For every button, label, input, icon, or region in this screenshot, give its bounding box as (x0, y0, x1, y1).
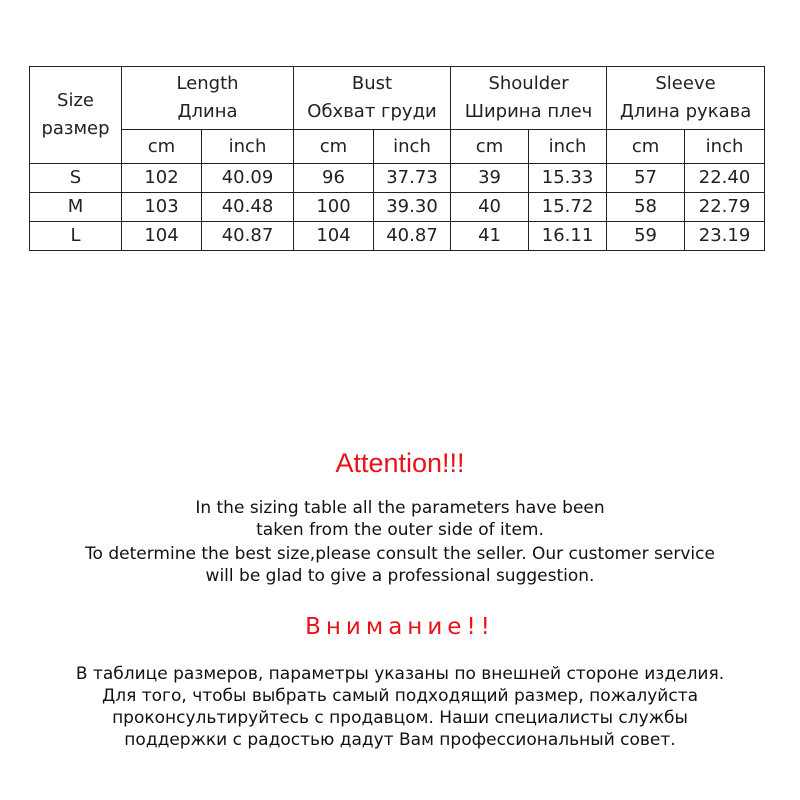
shoulder-header-cell (451, 67, 607, 130)
length-header-ru: Длина (177, 101, 238, 122)
unit-cell: inch (529, 130, 607, 164)
sleeve-header-ru: Длина рукава (619, 101, 752, 122)
unit-cell: inch (374, 130, 451, 164)
vnimanie-line: поддержки с радостью дадут Вам профессиональный совет. (124, 730, 676, 750)
table-cell: 100 (294, 193, 374, 222)
size-cell: L (30, 222, 122, 251)
attention-line: To determine the best size,please consult the seller. Our customer service (85, 544, 715, 564)
table-cell: 40.48 (202, 193, 294, 222)
sleeve-header-en: Sleeve (655, 73, 716, 94)
table-row (30, 222, 765, 251)
table-cell: 39 (451, 164, 529, 193)
bust-header-ru: Обхват груди (307, 101, 437, 122)
size-header-ru: размер (41, 118, 110, 139)
table-cell: 22.79 (685, 193, 765, 222)
table-cell: 41 (451, 222, 529, 251)
size-cell: S (30, 164, 122, 193)
table-cell: 103 (122, 193, 202, 222)
unit-cell: cm (122, 130, 202, 164)
vnimanie-line: Для того, чтобы выбрать самый подходящий размер, пожалуйста (101, 686, 699, 706)
table-cell: 59 (607, 222, 685, 251)
vnimanie-line: В таблице размеров, параметры указаны по внешней стороне изделия. (75, 664, 725, 684)
bust-header-cell (294, 67, 451, 130)
attention-notice-text (0, 497, 800, 587)
table-cell: 104 (122, 222, 202, 251)
table-cell: 104 (294, 222, 374, 251)
vnimanie-title: Внимание!! (305, 614, 495, 640)
attention-line: In the sizing table all the parameters have been (195, 498, 605, 518)
vnimanie-line: проконсультируйтесь с продавцом. Наши специалисты службы (112, 708, 688, 728)
unit-cell: inch (685, 130, 765, 164)
table-cell: 22.40 (685, 164, 765, 193)
size-table (29, 66, 765, 251)
size-header-cell (30, 67, 122, 164)
unit-cell: cm (451, 130, 529, 164)
bust-header-en: Bust (351, 73, 393, 94)
attention-line: will be glad to give a professional suggestion. (205, 566, 595, 586)
attention-line: taken from the outer side of item. (256, 520, 544, 540)
table-unit-row (30, 130, 765, 164)
table-cell: 40 (451, 193, 529, 222)
shoulder-header-ru: Ширина плеч (464, 101, 593, 122)
table-cell: 15.72 (529, 193, 607, 222)
table-cell: 15.33 (529, 164, 607, 193)
table-cell: 37.73 (374, 164, 451, 193)
table-cell: 16.11 (529, 222, 607, 251)
shoulder-header-en: Shoulder (488, 73, 569, 94)
length-header-cell (122, 67, 294, 130)
table-cell: 23.19 (685, 222, 765, 251)
table-cell: 102 (122, 164, 202, 193)
table-cell: 40.87 (202, 222, 294, 251)
size-header-en: Size (57, 90, 94, 111)
attention-title: Attention!!! (335, 448, 465, 478)
table-cell: 58 (607, 193, 685, 222)
sleeve-header-cell (607, 67, 765, 130)
length-header-en: Length (176, 73, 239, 94)
size-cell: M (30, 193, 122, 222)
table-cell: 39.30 (374, 193, 451, 222)
table-header-row (30, 67, 765, 130)
table-row (30, 193, 765, 222)
table-cell: 57 (607, 164, 685, 193)
vnimanie-notice-text (0, 663, 800, 751)
table-cell: 40.87 (374, 222, 451, 251)
table-cell: 96 (294, 164, 374, 193)
unit-cell: cm (294, 130, 374, 164)
table-cell: 40.09 (202, 164, 294, 193)
table-row (30, 164, 765, 193)
unit-cell: inch (202, 130, 294, 164)
unit-cell: cm (607, 130, 685, 164)
